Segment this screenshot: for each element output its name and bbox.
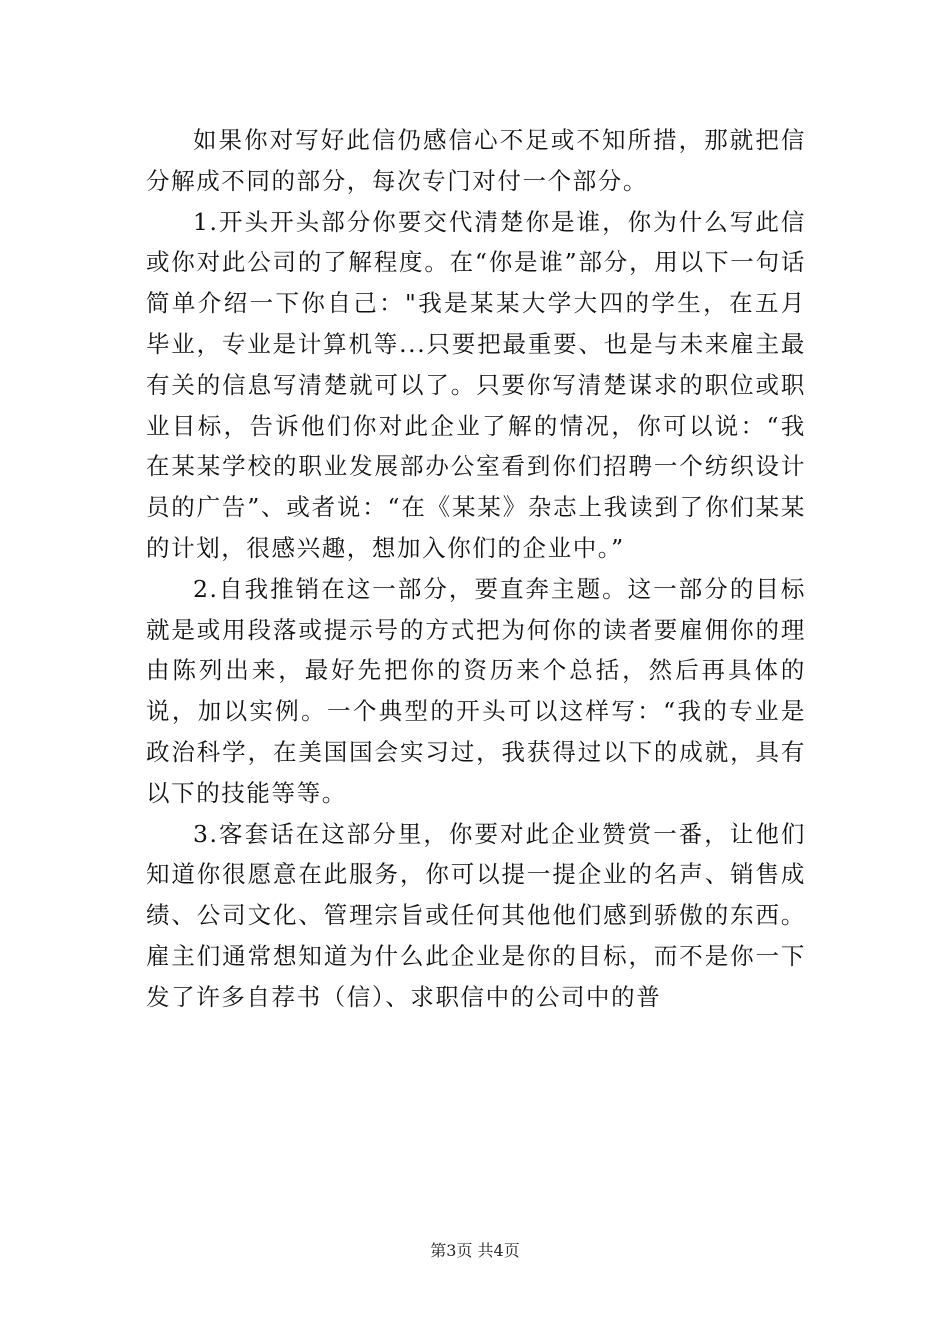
paragraph-intro: 如果你对写好此信仍感信心不足或不知所措，那就把信分解成不同的部分，每次专门对付一个部分。 [146,126,806,195]
paragraph-self-promotion: 2.自我推销在这一部分，要直奔主题。这一部分的目标就是或用段落或提示号的方式把为何你的读者要雇佣你的理由陈列出来，最好先把你的资历来个总括，然后再具体的说，加以实例。一个典型的开头可以这样写：“我的专业是政治科学，在美国国会实习过，我获得过以下的成就，具有以下的技能等等。 [146,574,806,807]
document-body [146,120,806,1018]
page-number-footer: 第3页 共4页 [430,1241,520,1260]
paragraph-opening: 1.开头开头部分你要交代清楚你是谁，你为什么写此信或你对此公司的了解程度。在“你是谁”部分，用以下一句话简单介绍一下你自己："我是某某大学大四的学生，在五月毕业，专业是计算机等...只要把最重要、也是与未来雇主最有关的信息写清楚就可以了。只要你写清楚谋求的职位或职业目标，告诉他们你对此企业了解的情况，你可以说：“我在某某学校的职业发展部办公室看到你们招聘一个纺织设计员的广告”、或者说：“在《某某》杂志上我读到了你们某某的计划，很感兴趣，想加入你们的企业中。” [146,207,806,562]
paragraph-courtesy: 3.客套话在这部分里，你要对此企业赞赏一番，让他们知道你很愿意在此服务，你可以提一提企业的名声、销售成绩、公司文化、管理宗旨或任何其他他们感到骄傲的东西。雇主们通常想知道为什么此企业是你的目标，而不是你一下发了许多自荐书（信）、求职信中的公司中的普 [146,819,806,1011]
